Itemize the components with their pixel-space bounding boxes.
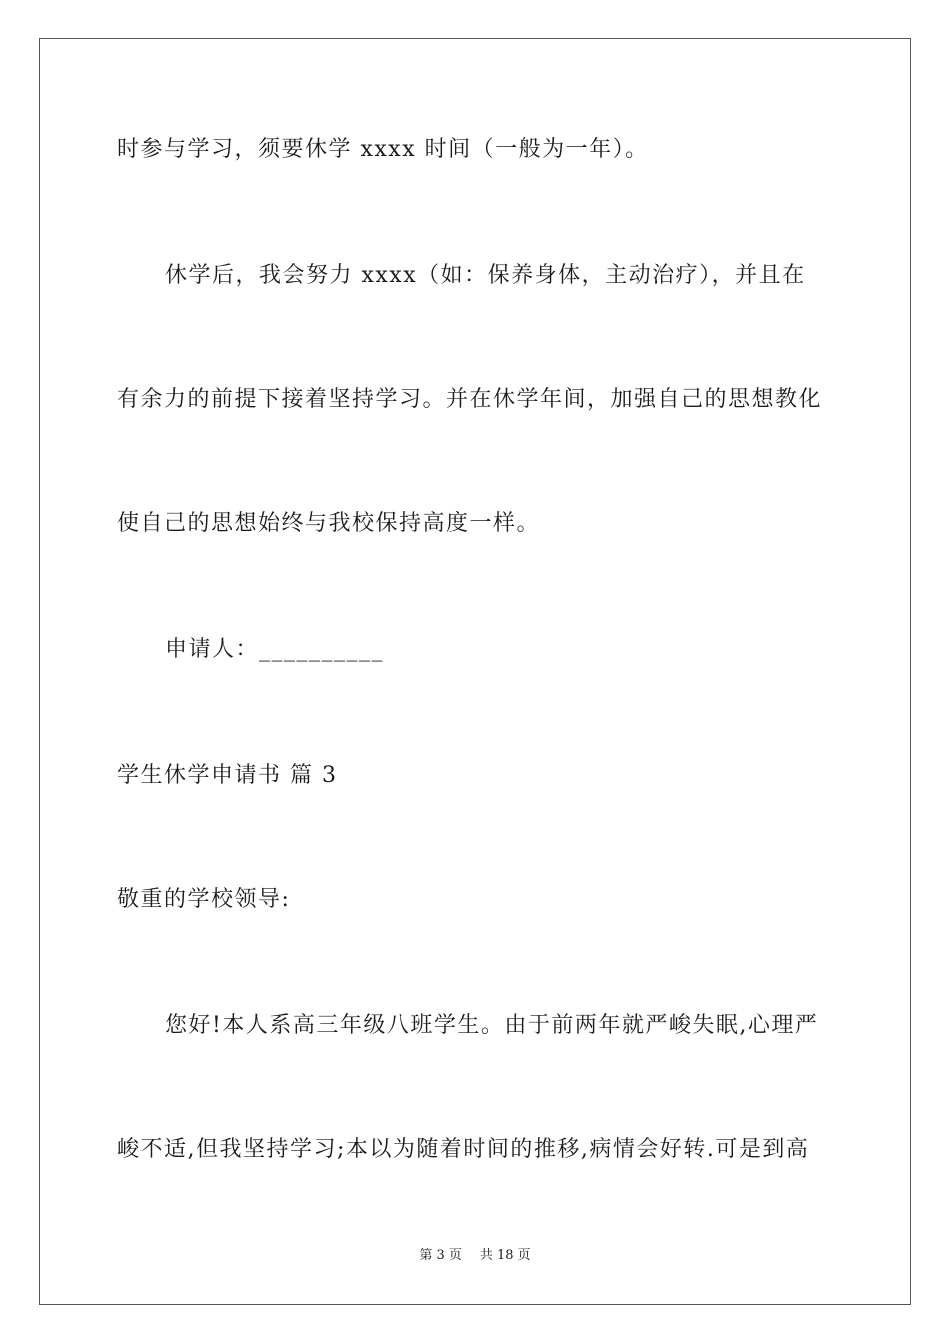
body-line-5: 您好!本人系高三年级八班学生。由于前两年就严峻失眠,心理严 [165, 1013, 819, 1038]
body-line-2: 休学后，我会努力 xxxx（如：保养身体，主动治疗），并且在 [165, 263, 806, 288]
section-heading: 学生休学申请书 篇 3 [117, 763, 338, 788]
page-footer [0, 1248, 950, 1264]
body-line-1: 时参与学习，须要休学 xxxx 时间（一般为一年）。 [117, 137, 649, 162]
body-line-6: 峻不适,但我坚持学习;本以为随着时间的推移,病情会好转.可是到高 [117, 1137, 810, 1162]
body-line-4: 使自己的思想始终与我校保持高度一样。 [117, 511, 541, 536]
salutation: 敬重的学校领导: [117, 887, 291, 912]
body-line-3: 有余力的前提下接着坚持学习。并在休学年间，加强自己的思想教化 [117, 387, 823, 412]
page-total: 共 18 页 [479, 1248, 531, 1263]
page-border [39, 38, 911, 1305]
applicant-signature-line: 申请人：__________ [165, 637, 385, 662]
page-number: 第 3 页 [419, 1248, 462, 1263]
